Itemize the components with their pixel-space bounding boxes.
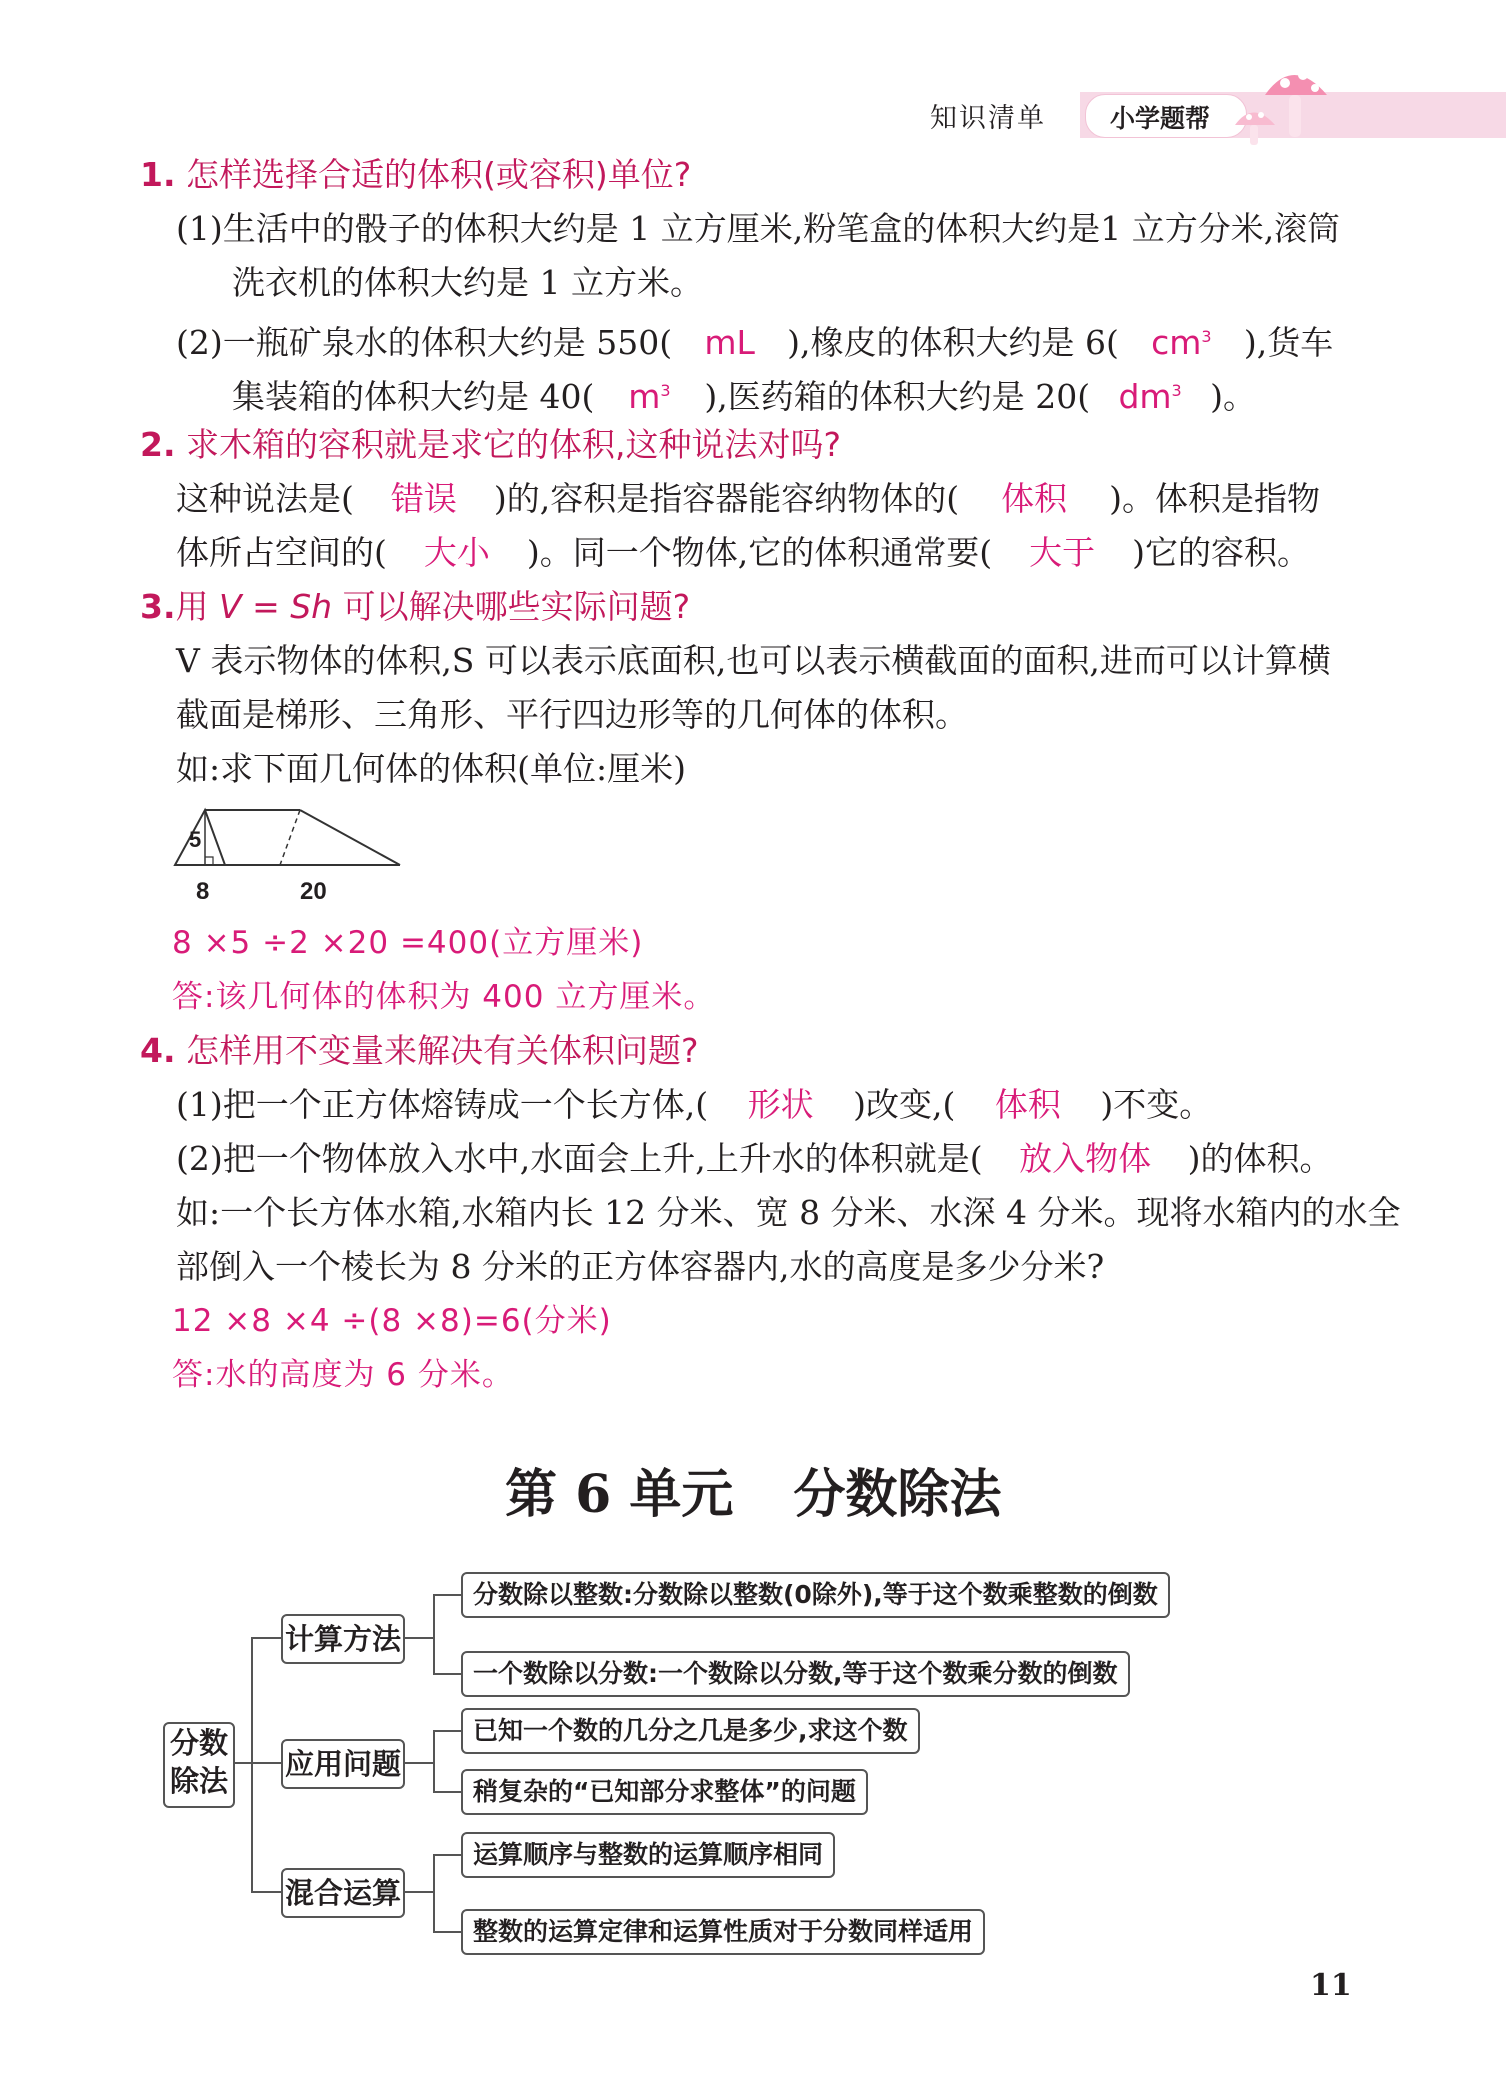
branch-mixed-ops: 混合运算	[281, 1868, 405, 1918]
leaf-find-whole: 已知一个数的几分之几是多少,求这个数	[461, 1708, 920, 1754]
q1-p2-text-f: )。	[1210, 377, 1256, 416]
leaf-order-same: 运算顺序与整数的运算顺序相同	[461, 1832, 835, 1878]
answer-m3-exp: 3	[660, 381, 671, 400]
q1-p1-line2: 洗衣机的体积大约是 1 立方米。	[232, 263, 703, 302]
q4-l2-text-b: )的体积。	[1187, 1139, 1333, 1178]
q3-title-b: 可以解决哪些实际问题?	[332, 587, 691, 626]
mindmap-root-line1: 分数	[169, 1726, 228, 1760]
answer-m3	[594, 369, 704, 419]
q1-p2-text-d: 集装箱的体积大约是 40(	[232, 377, 595, 416]
answer-m3-text: m	[628, 377, 661, 416]
leaf-num-div-fraction: 一个数除以分数:一个数除以分数,等于这个数乘分数的倒数	[461, 1651, 1130, 1697]
answer-cm3-text: cm	[1151, 323, 1202, 362]
page-number: 11	[1310, 1968, 1352, 2003]
q3-formula: V = Sh	[219, 587, 333, 626]
q2-line2	[176, 531, 1310, 575]
q1-number: 1.	[140, 155, 176, 194]
q2-l1-text-c: )。体积是指物	[1109, 479, 1320, 518]
q4-line4: 部倒入一个棱长为 8 分米的正方体容器内,水的高度是多少分米?	[176, 1247, 1105, 1286]
answer-dayu: 大于	[1029, 533, 1096, 572]
q4-l1-text-c: )不变。	[1100, 1085, 1213, 1124]
q3-line3: 如:求下面几何体的体积(单位:厘米)	[176, 749, 686, 788]
q3-line1: V 表示物体的体积,S 可以表示底面积,也可以表示横截面的面积,进而可以计算横	[176, 641, 1331, 680]
q1-p2-text-a: (2)一瓶矿泉水的体积大约是 550(	[176, 323, 673, 362]
q3-number: 3.	[140, 587, 176, 626]
q1-p2-line2	[232, 369, 1256, 419]
mindmap-root	[163, 1722, 235, 1808]
q2-l1-text-b: )的,容积是指容器能容纳物体的(	[493, 479, 960, 518]
mushroom-icon	[1235, 55, 1345, 150]
q2-title-text: 求木箱的容积就是求它的体积,这种说法对吗?	[186, 425, 842, 464]
answer-ml	[672, 321, 787, 365]
q3-answer: 答:该几何体的体积为 400 立方厘米。	[172, 979, 716, 1015]
fig-length-label: 20	[300, 878, 327, 905]
mindmap-root-line2: 除法	[169, 1764, 228, 1798]
answer-dm3	[1090, 369, 1210, 419]
answer-cuowu: 错误	[390, 479, 457, 518]
branch-calc-method: 计算方法	[281, 1614, 405, 1664]
unit-number: 第 6 单元	[505, 1464, 734, 1525]
leaf-part-to-whole: 稍复杂的“已知部分求整体”的问题	[461, 1769, 868, 1815]
leaf-laws-apply: 整数的运算定律和运算性质对于分数同样适用	[461, 1909, 985, 1955]
q4-line3: 如:一个长方体水箱,水箱内长 12 分米、宽 8 分米、水深 4 分米。现将水箱内的水全	[176, 1193, 1401, 1232]
q4-line2	[176, 1137, 1332, 1181]
answer-tiji-2: 体积	[994, 1085, 1061, 1124]
header-section: 知识清单	[930, 103, 1046, 134]
prism-figure	[170, 805, 410, 875]
q4-title	[140, 1029, 699, 1073]
unit-heading	[505, 1452, 1001, 1527]
q1-p2-text-b: ),橡皮的体积大约是 6(	[787, 323, 1119, 362]
q3-calculation: 8 ×5 ÷2 ×20 =400(立方厘米)	[172, 925, 644, 961]
q4-number: 4.	[140, 1031, 176, 1070]
unit-subtitle: 分数除法	[793, 1464, 1002, 1525]
answer-dm3-exp: 3	[1171, 381, 1182, 400]
q4-calculation: 12 ×8 ×4 ÷(8 ×8)=6(分米)	[172, 1303, 612, 1339]
q3-title	[140, 585, 690, 629]
answer-fangru-wuti: 放入物体	[1019, 1139, 1152, 1178]
q1-title	[140, 153, 691, 197]
q3-line2: 截面是梯形、三角形、平行四边形等的几何体的体积。	[176, 695, 968, 734]
branch-application: 应用问题	[281, 1739, 405, 1789]
q2-l2-text-a: 体所占空间的(	[176, 533, 387, 572]
q1-p2-text-c: ),货车	[1243, 323, 1334, 362]
answer-cm3	[1119, 315, 1244, 365]
q1-p2-line1	[176, 315, 1333, 365]
q1-title-text: 怎样选择合适的体积(或容积)单位?	[186, 155, 692, 194]
q2-title	[140, 423, 841, 467]
q2-l1-text-a: 这种说法是(	[176, 479, 354, 518]
header-brand: 小学题帮	[1110, 104, 1211, 133]
q4-l1-text-a: (1)把一个正方体熔铸成一个长方体,(	[176, 1085, 709, 1124]
q4-l1-text-b: )改变,(	[853, 1085, 956, 1124]
q4-line1	[176, 1083, 1212, 1127]
answer-dm3-text: dm	[1118, 377, 1172, 416]
q2-l2-text-b: )。同一个物体,它的体积通常要(	[526, 533, 993, 572]
answer-daxiao: 大小	[423, 533, 490, 572]
answer-tiji: 体积	[1001, 479, 1068, 518]
q1-p2-text-e: ),医药箱的体积大约是 20(	[704, 377, 1091, 416]
q1-p1-line1: (1)生活中的骰子的体积大约是 1 立方厘米,粉笔盒的体积大约是1 立方分米,滚筒	[176, 209, 1341, 248]
answer-xingzhuang: 形状	[747, 1085, 814, 1124]
answer-ml-text: mL	[704, 323, 755, 362]
q2-l2-text-c: )它的容积。	[1132, 533, 1310, 572]
q2-number: 2.	[140, 425, 176, 464]
q3-title-a: 用	[175, 587, 219, 626]
answer-cm3-exp: 3	[1201, 327, 1212, 346]
q4-l2-text-a: (2)把一个物体放入水中,水面会上升,上升水的体积就是(	[176, 1139, 983, 1178]
q4-answer: 答:水的高度为 6 分米。	[172, 1357, 514, 1393]
q4-title-text: 怎样用不变量来解决有关体积问题?	[186, 1031, 699, 1070]
fig-base-label: 8	[196, 878, 210, 905]
leaf-fraction-div-integer: 分数除以整数:分数除以整数(0除外),等于这个数乘整数的倒数	[461, 1572, 1170, 1618]
fig-height-label: 5	[189, 827, 202, 852]
q2-line1	[176, 477, 1320, 521]
